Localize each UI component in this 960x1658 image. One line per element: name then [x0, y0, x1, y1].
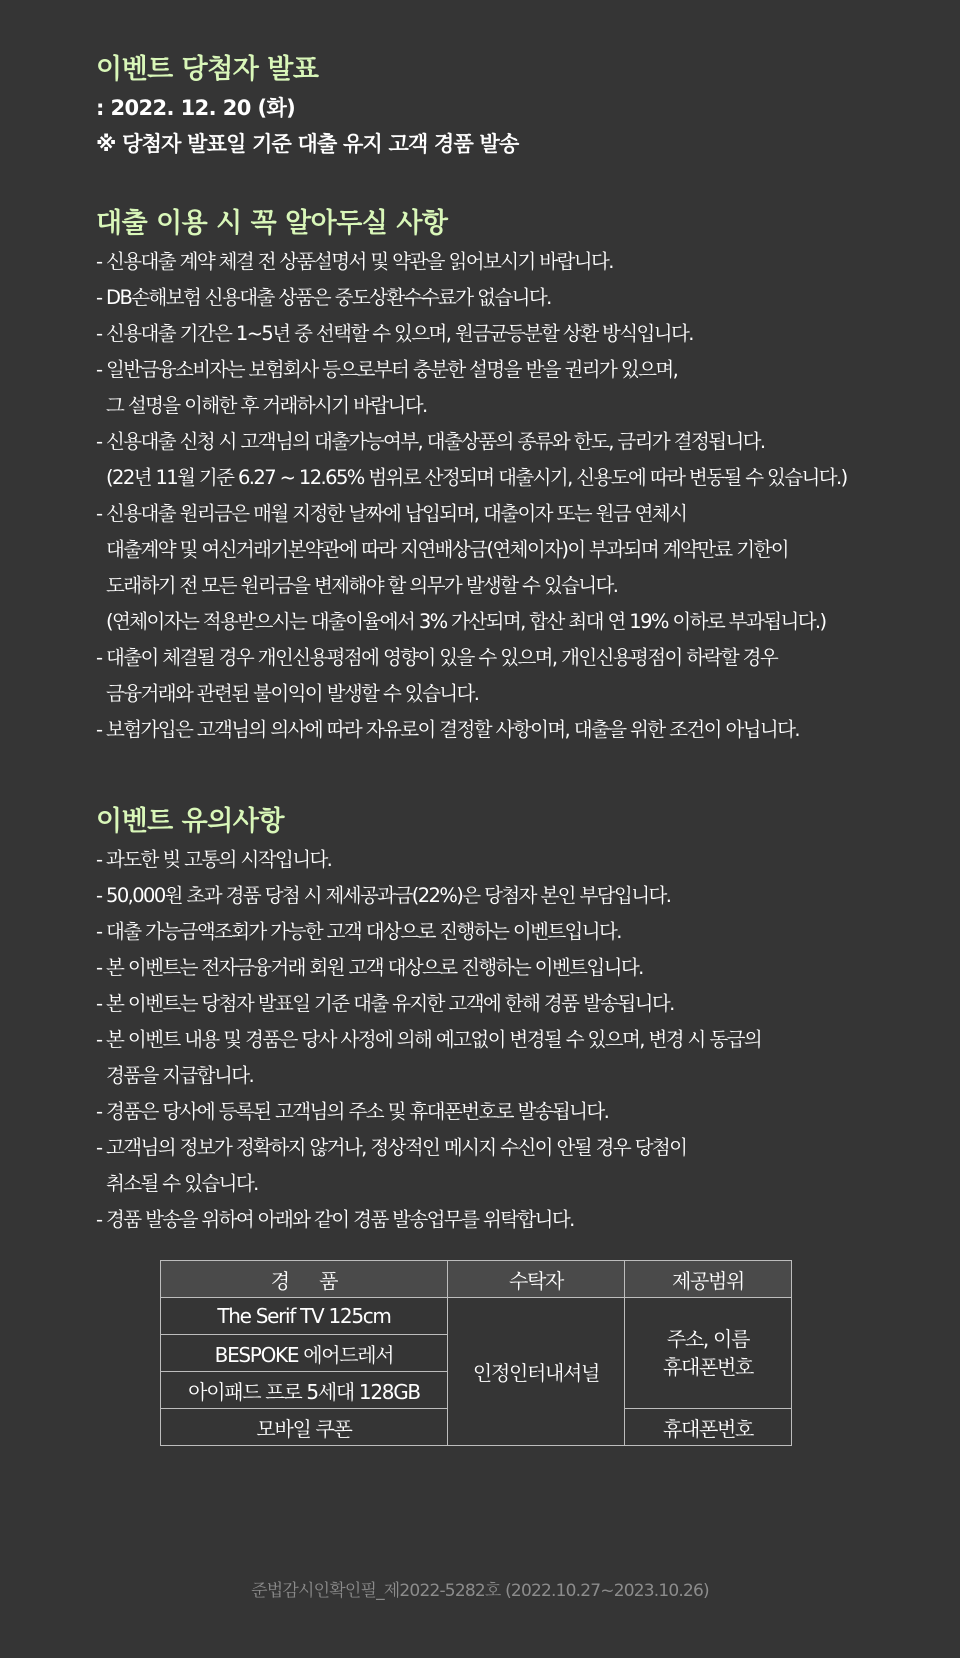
list-item-text: - 본 이벤트 내용 및 경품은 당사 사정에 의해 예고없이 변경될 수 있으며, 변경 시 동급의 — [96, 1028, 762, 1051]
prize-consignment-table — [160, 1260, 792, 1446]
prize-cell: The Serif TV 125cm — [161, 1298, 448, 1335]
list-item-continuation: 그 설명을 이해한 후 거래하시기 바랍니다. — [106, 394, 427, 417]
list-item-continuation: 취소될 수 있습니다. — [106, 1172, 258, 1195]
loan-notice-list — [96, 244, 906, 748]
list-item — [96, 1022, 906, 1094]
table-header-row — [161, 1261, 792, 1298]
list-item — [96, 842, 906, 878]
list-item — [96, 1202, 906, 1238]
prize-cell: BESPOKE 에어드레서 — [161, 1335, 448, 1372]
list-item — [96, 244, 906, 280]
list-item — [96, 280, 906, 316]
header-prize: 경 품 — [161, 1261, 448, 1298]
event-notice-page — [96, 50, 906, 1446]
compliance-footer: 준법감시인확인필_제2022-5282호 (2022.10.27~2023.10.26) — [251, 1581, 709, 1601]
list-item-continuation: 경품을 지급합니다. — [106, 1064, 254, 1087]
event-caution-list — [96, 842, 906, 1238]
event-caution-title: 이벤트 유의사항 — [96, 806, 284, 837]
scope-cell: 휴대폰번호 — [625, 1409, 792, 1446]
list-item-continuation: 금융거래와 관련된 불이익이 발생할 수 있습니다. — [106, 682, 479, 705]
list-item-text: - DB손해보험 신용대출 상품은 중도상환수수료가 없습니다. — [96, 286, 551, 309]
prize-cell: 모바일 쿠폰 — [161, 1409, 448, 1446]
winner-announcement-section — [96, 50, 906, 162]
list-item-text: - 본 이벤트는 당첨자 발표일 기준 대출 유지한 고객에 한해 경품 발송됩니다. — [96, 992, 674, 1015]
announcement-date: : 2022. 12. 20 (화) — [96, 96, 296, 120]
list-item-text: - 신용대출 기간은 1~5년 중 선택할 수 있으며, 원금균등분할 상환 방식입니다. — [96, 322, 693, 345]
list-item — [96, 424, 906, 496]
table-row — [161, 1298, 792, 1335]
header-trustee: 수탁자 — [448, 1261, 625, 1298]
header-scope: 제공범위 — [625, 1261, 792, 1298]
loan-notice-title: 대출 이용 시 꼭 알아두실 사항 — [96, 208, 448, 239]
list-item — [96, 1094, 906, 1130]
list-item-text: - 신용대출 계약 체결 전 상품설명서 및 약관을 읽어보시기 바랍니다. — [96, 250, 613, 273]
list-item — [96, 640, 906, 712]
list-item-text: - 본 이벤트는 전자금융거래 회원 고객 대상으로 진행하는 이벤트입니다. — [96, 956, 643, 979]
list-item-text: - 고객님의 정보가 정확하지 않거나, 정상적인 메시지 수신이 안될 경우 당첨이 — [96, 1136, 687, 1159]
list-item — [96, 712, 906, 748]
list-item-text: - 과도한 빚 고통의 시작입니다. — [96, 848, 332, 871]
list-item-continuation: (22년 11월 기준 6.27 ~ 12.65% 범위로 산정되며 대출시기, 신용도에 따라 변동될 수 있습니다.) — [106, 466, 847, 489]
list-item — [96, 986, 906, 1022]
list-item — [96, 352, 906, 424]
list-item-text: - 대출 가능금액조회가 가능한 고객 대상으로 진행하는 이벤트입니다. — [96, 920, 621, 943]
loan-notice-section — [96, 204, 906, 748]
scope-cell: 주소, 이름 휴대폰번호 — [625, 1298, 792, 1409]
trustee-cell: 인정인터내셔널 — [448, 1298, 625, 1446]
list-item-text: - 경품은 당사에 등록된 고객님의 주소 및 휴대폰번호로 발송됩니다. — [96, 1100, 609, 1123]
list-item-text: - 일반금융소비자는 보험회사 등으로부터 충분한 설명을 받을 권리가 있으며, — [96, 358, 678, 381]
list-item — [96, 496, 906, 640]
list-item-text: - 경품 발송을 위하여 아래와 같이 경품 발송업무를 위탁합니다. — [96, 1208, 574, 1231]
announcement-title: 이벤트 당첨자 발표 — [96, 54, 319, 85]
list-item-text: - 50,000원 초과 경품 당첨 시 제세공과금(22%)은 당첨자 본인 부담입니다. — [96, 884, 671, 907]
list-item-text: - 대출이 체결될 경우 개인신용평점에 영향이 있을 수 있으며, 개인신용평점이 하락할 경우 — [96, 646, 778, 669]
list-item — [96, 316, 906, 352]
list-item — [96, 950, 906, 986]
list-item-text: - 신용대출 원리금은 매월 지정한 날짜에 납입되며, 대출이자 또는 원금 연체시 — [96, 502, 687, 525]
list-item-continuation: 대출계약 및 여신거래기본약관에 따라 지연배상금(연체이자)이 부과되며 계약만료 기한이 도래하기 전 모든 원리금을 변제해야 할 의무가 발생할 수 있습니다. (연체이자는 적용받으시는 대출이율에서 3% 가산되며, 합산 최대 연 19% 이하로 부과됩니다.) — [106, 538, 826, 633]
announcement-note: ※ 당첨자 발표일 기준 대출 유지 고객 경품 발송 — [96, 132, 519, 156]
event-caution-section — [96, 802, 906, 1446]
list-item — [96, 1130, 906, 1202]
list-item-text: - 보험가입은 고객님의 의사에 따라 자유로이 결정할 사항이며, 대출을 위한 조건이 아닙니다. — [96, 718, 799, 741]
list-item-text: - 신용대출 신청 시 고객님의 대출가능여부, 대출상품의 종류와 한도, 금리가 결정됩니다. — [96, 430, 765, 453]
list-item — [96, 914, 906, 950]
list-item — [96, 878, 906, 914]
prize-cell: 아이패드 프로 5세대 128GB — [161, 1372, 448, 1409]
